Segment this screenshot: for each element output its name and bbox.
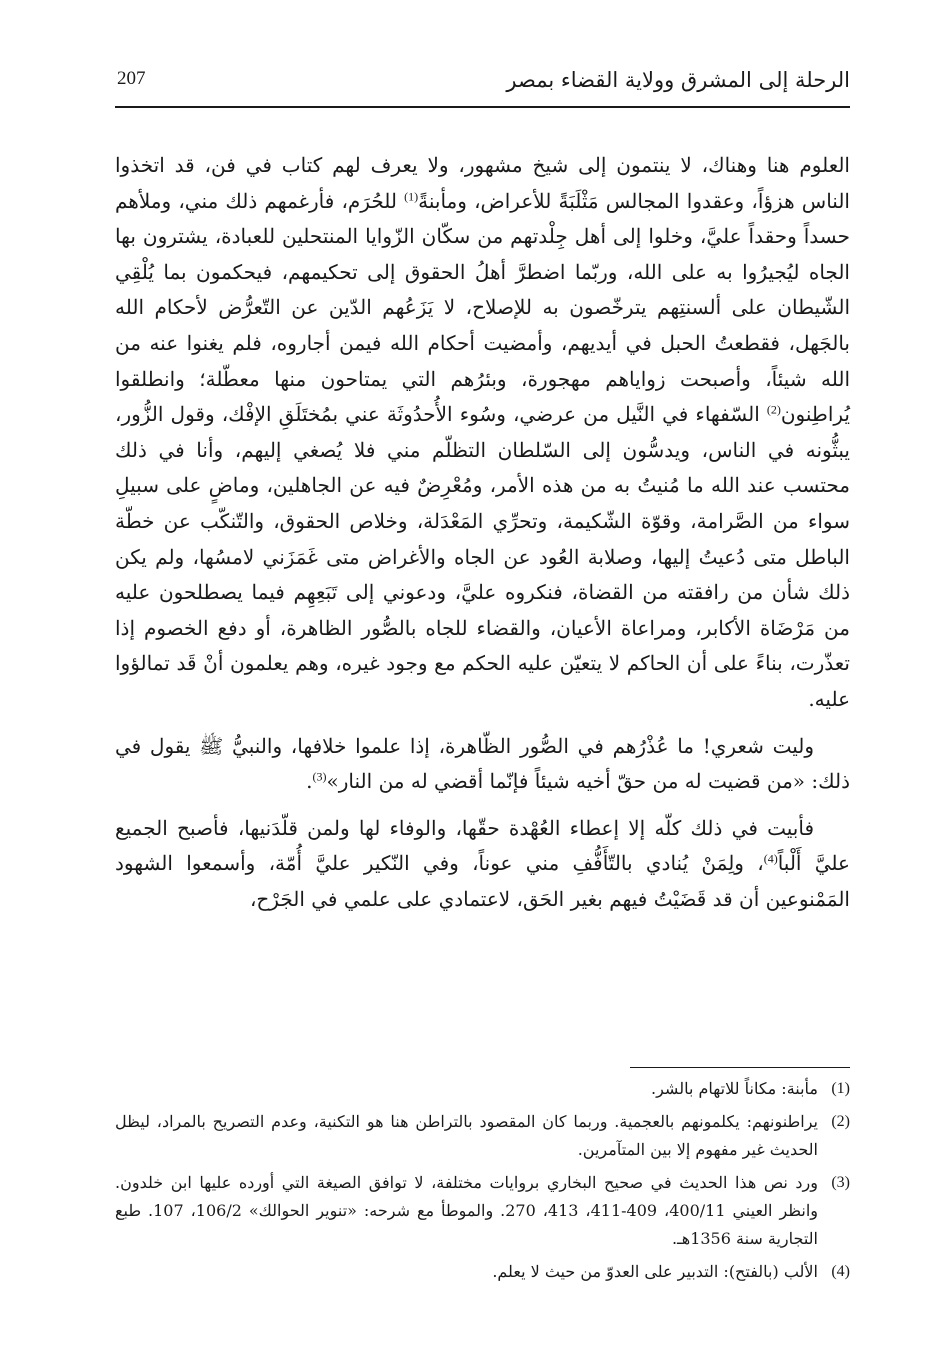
page-header bbox=[115, 62, 850, 102]
footnote-text: ورد نص هذا الحديث في صحيح البخاري بروايات مختلفة، لا توافق الصيغة التي أورده عليها ابن خلدون. وانظر العيني 400/11، 409-411، 413، 270. والموطأ مع شرحه: «تنوير الحوالك» 106/2، 107. طبع التجارية سنة 1356هـ. bbox=[115, 1173, 819, 1248]
header-divider bbox=[115, 106, 850, 108]
page-number: 207 bbox=[117, 68, 146, 89]
running-title: الرحلة إلى المشرق وولاية القضاء بمصر bbox=[506, 68, 850, 92]
main-text bbox=[115, 148, 850, 917]
footnotes bbox=[115, 1075, 850, 1291]
footnote-text: مأبنة: مكاناً للاتهام بالشر. bbox=[651, 1079, 818, 1098]
footnote-number: (2) bbox=[831, 1113, 850, 1130]
paragraph-text: للحُرَم، فأرغمهم ذلك مني، وملأهم حسداً وحقداً عليَّ، وخلوا إلى أهل جِلْدتهم من سكّان الزّوايا المنتحلين للعبادة، يشترون بها الجاه ليُجيرُوا به على الله، وربّما اضطرَّ أهلُ الحقوق إلى تحكيمهم، فيحكمون بما يُلْقِي الشّيطان على ألسنتِهم يترخّصون به للإصلاح، لا يَزَعُهم الدّين عن التّعرُّض لأحكام الله بالجَهل، فقطعتُ الحبل في أيديهم، وأمضيت أحكام الله فيمن أجاروه، فلم يغنوا عنه من الله شيئاً، وأصبحت زواياهم مهجورة، وبئرُهم التي يمتاحون منها معطّلة؛ وانطلقوا يُراطِنون bbox=[115, 188, 850, 427]
footnote-number: (3) bbox=[831, 1174, 850, 1191]
paragraph-text: وليت شعري! ما عُذْرُهم في الصُّور الظّاهرة، إذا علموا خلافها، والنبيُّ ﷺ يقول في ذلك: «من قضيت له من حقّ أخيه شيئاً فإنّما أقضي له من النار» bbox=[115, 733, 850, 794]
paragraph-text: فأبيت في ذلك كلّه إلا إعطاء العُهْدة حقّها، والوفاء لها ولمن قلّدَنيها، فأصبح الجميع عليَّ أَلْباً bbox=[115, 815, 850, 876]
footnote-number: (4) bbox=[831, 1263, 850, 1280]
footnote-4 bbox=[115, 1258, 850, 1286]
paragraph-text: العلوم هنا وهناك، لا ينتمون إلى شيخ مشهور، ولا يعرف لهم كتاب في فن، قد اتخذوا الناس هزؤاً، وعقدوا المجالس مَثْلَبَةً للأعراض، ومأبنةً bbox=[115, 153, 850, 213]
paragraph-2 bbox=[115, 729, 850, 800]
footnote-text: يراطنونهم: يكلمونهم بالعجمية. وربما كان المقصود بالتراطن هنا هو التكنية، وعدم التصريح بالمراد، ليظل الحديث غير مفهوم إلا بين المتآمرين. bbox=[115, 1112, 818, 1159]
paragraph-1 bbox=[115, 148, 850, 718]
footnote-number: (1) bbox=[831, 1080, 850, 1097]
footnote-text: الألب (بالفتح): التدبير على العدوّ من حيث لا يعلم. bbox=[492, 1262, 818, 1281]
footnote-1 bbox=[115, 1075, 850, 1103]
footnote-ref-3[interactable]: (3) bbox=[312, 769, 327, 784]
paragraph-3 bbox=[115, 811, 850, 918]
paragraph-text: السّفهاء في النَّيل من عرضي، وسُوء الأُحدُوثَة عني بمُختَلَقِ الإفْك، وقول الزُّور، يبثُّونه في الناس، ويدسُّون إلى السّلطان التظلّم مني فلا يُصغي إليهم، وأنا في ذلك محتسب عند الله ما مُنيتُ به من هذه الأمر، ومُعْرِضٌ فيه عن الجاهلين، وماضٍ على سبيلِ سواء من الصَّرامة، وقوّة الشّكيمة، وتحرِّي المَعْدَلة، وخلاص الحقوق، والتّنكّب عن خطّة الباطل متى دُعيتُ إليها، وصلابة العُود عن الجاه والأغراض متى غَمَزَني لامسُها، ولم يكن ذلك شأن من رافقته من القضاة، فنكروه عليَّ، ودعوني إلى تَبَعِهِم فيما يصطلحون عليه من مَرْضَاة الأكابر، ومراعاة الأعيان، والقضاء للجاه بالصُّور الظاهرة، أو دفع الخصوم إذا تعذّرت، بناءً على أن الحاكم لا يتعيّن عليه الحكم مع وجود غيره، وهم يعلمون أنْ قَد تمالؤوا عليه. bbox=[115, 402, 850, 711]
footnote-2 bbox=[115, 1108, 850, 1164]
footnote-ref-1[interactable]: (1) bbox=[404, 188, 419, 203]
paragraph-text: . bbox=[306, 769, 313, 794]
footnote-3 bbox=[115, 1169, 850, 1253]
footnote-divider bbox=[630, 1067, 850, 1068]
footnote-ref-4[interactable]: (4) bbox=[763, 851, 778, 866]
footnote-ref-2[interactable]: (2) bbox=[766, 402, 781, 417]
paragraph-text: ، ولِمَنْ يُنادي بالتّأَفُّفِ مني عوناً، وفي النّكير عليَّ أُمّة، وأسمعوا الشهود المَمْنوعين أن قد قَضَيْتُ فيهم بغير الحَق، لاعتمادي على علمي في الجَرْح، bbox=[115, 851, 850, 911]
